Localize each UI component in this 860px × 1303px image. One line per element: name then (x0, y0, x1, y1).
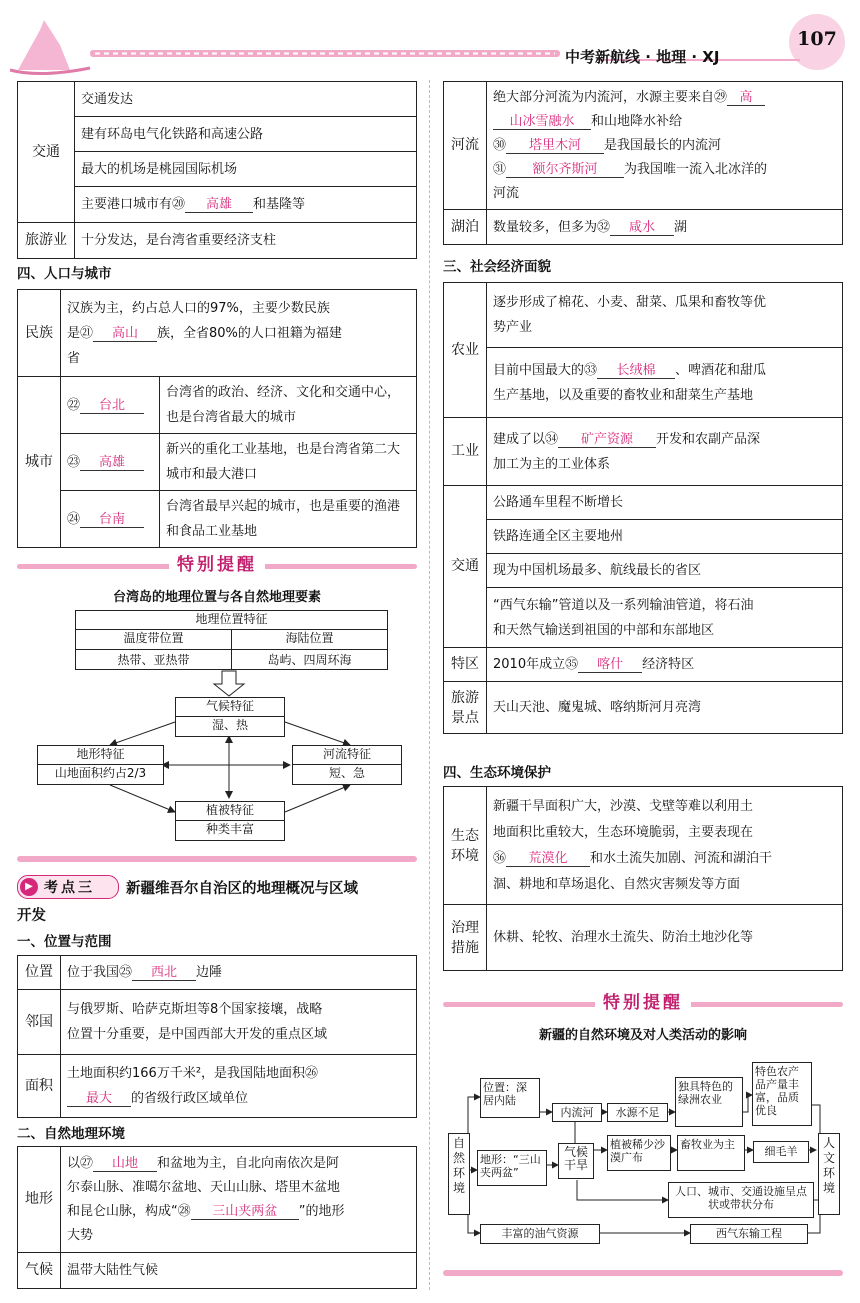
cell: 建成了以㉞ 矿产资源 开发和农副产品深 加工为主的工业体系 (487, 418, 843, 486)
row-header: 交通 (444, 486, 487, 648)
terrain-box: 地形特征 山地面积约占2/3 (37, 745, 164, 785)
cell: 现为中国机场最多、航线最长的省区 (487, 554, 843, 588)
row-header: 湖泊 (444, 210, 487, 245)
fine-wool-sheep-box: 细毛羊 (753, 1141, 809, 1163)
row-header: 工业 (444, 418, 487, 486)
answer-25: 西北 (132, 966, 196, 981)
cell: 汉族为主，约占总人口的97%，主要少数民族 是㉑ 高山 族，全省80%的人口祖籍为福建 省 (61, 290, 417, 377)
cell: 天山天池、魔鬼城、喀纳斯河月亮湾 (487, 682, 843, 734)
answer-26: 最大 (67, 1092, 131, 1107)
row-header: 生态 环境 (444, 787, 487, 905)
header-decoration (0, 0, 860, 80)
cell: “西气东输”管道以及一系列输油管道，将石油 和天然气输送到祖国的中部和东部地区 (487, 588, 843, 648)
answer-23: 高雄 (80, 456, 144, 471)
key-point-title-cont: 开发 (17, 908, 46, 924)
play-icon: ▶ (20, 878, 38, 896)
river-box: 河流特征 短、急 (292, 745, 402, 785)
cell: 休耕、轮牧、治理水土流失、防治土地沙化等 (487, 905, 843, 971)
oil-gas-box: 丰富的油气资源 (480, 1224, 600, 1244)
tip-banner: 特别提醒 (443, 989, 843, 1017)
specialty-products-box: 特色农产品产量丰富，品质优良 (752, 1062, 812, 1126)
divider (17, 856, 417, 862)
cell: 交通发达 (75, 82, 417, 117)
answer-35: 喀什 (578, 658, 642, 673)
answer-30: 塔里木河 (506, 139, 604, 154)
taiwan-transport-table (17, 81, 417, 259)
answer-29: 高 (727, 91, 765, 106)
sail-logo-icon (18, 20, 70, 70)
cell: 目前中国最大的㉝ 长绒棉 、啤酒花和甜瓜 生产基地，以及重要的畜牧业和甜菜生产基地 (487, 348, 843, 418)
answer-34: 矿产资源 (558, 433, 656, 448)
location-box: 位置：深居内陆 (480, 1078, 540, 1118)
cell: 以㉗ 山地 和盆地为主，自北向南依次是阿 尔泰山脉、准噶尔盆地、天山山脉、塔里木盆地 和昆仑山脉，构成“㉘ 三山夹两盆 ”的地形 大势 (61, 1147, 417, 1253)
answer-28: 三山夹两盆 (191, 1205, 299, 1220)
header-title: 中考新航线 · 地理 · XJ (565, 48, 720, 66)
west-east-gas-box: 西气东输工程 (690, 1224, 808, 1244)
answer-20: 高雄 (185, 198, 253, 213)
settlement-box: 人口、城市、交通设施呈点状或带状分布 (668, 1182, 814, 1218)
animal-husbandry-box: 畜牧业为主 (677, 1135, 745, 1171)
cell: 建有环岛电气化铁路和高速公路 (75, 117, 417, 152)
cell: ㉓ 高雄 (61, 434, 160, 491)
row-header: 地形 (18, 1147, 61, 1253)
cell: 数量较多，但多为㉜ 咸水 湖 (487, 210, 843, 245)
answer-29-cont: 山冰雪融水 (493, 115, 591, 130)
answer-27: 山地 (93, 1157, 157, 1172)
row-header: 特区 (444, 648, 487, 682)
inland-river-box: 内流河 (552, 1103, 602, 1122)
section-title: 四、生态环境保护 (443, 765, 551, 781)
section-title: 四、人口与城市 (17, 266, 112, 282)
oasis-agri-box: 独具特色的绿洲农业 (675, 1077, 743, 1127)
answer-32: 咸水 (610, 221, 674, 236)
cell: 与俄罗斯、哈萨克斯坦等8个国家接壤，战略 位置十分重要，是中国西部大开发的重点区域 (61, 990, 417, 1055)
row-header-tourism: 旅游业 (18, 223, 75, 259)
cell: 台湾省最早兴起的城市，也是重要的渔港和食品工业基地 (160, 491, 417, 548)
row-header: 旅游 景点 (444, 682, 487, 734)
vegetation-box: 植被特征 种类丰富 (175, 801, 285, 841)
answer-21: 高山 (93, 327, 157, 342)
row-header-ethnic: 民族 (18, 290, 61, 377)
answer-22: 台北 (80, 399, 144, 414)
answer-36: 荒漠化 (506, 852, 590, 867)
cell: 铁路连通全区主要地州 (487, 520, 843, 554)
diagram-title: 台湾岛的地理位置与各自然地理要素 (112, 590, 321, 605)
cell: 十分发达，是台湾省重要经济支柱 (75, 223, 417, 259)
climate-box: 气候特征 湿、热 (175, 697, 285, 737)
column-divider (429, 80, 430, 1290)
terrain-box: 地形：“三山夹两盆” (477, 1150, 547, 1186)
section-title: 一、位置与范围 (17, 934, 112, 950)
row-header-city: 城市 (18, 377, 61, 548)
cell: 台湾省的政治、经济、文化和交通中心，也是台湾省最大的城市 (160, 377, 417, 434)
row-header: 河流 (444, 82, 487, 210)
water-shortage-box: 水源不足 (607, 1103, 668, 1122)
answer-33: 长绒棉 (597, 364, 675, 379)
climate-box: 气候干旱 (558, 1143, 594, 1179)
xinjiang-water-table (443, 81, 843, 245)
xinjiang-nature-table (17, 1146, 417, 1289)
answer-24: 台南 (80, 513, 144, 528)
diagram-title: 新疆的自然环境及对人类活动的影响 (538, 1028, 747, 1043)
natural-env-box: 自然环境 (448, 1133, 470, 1215)
section-title: 二、自然地理环境 (17, 1126, 125, 1142)
xinjiang-location-table (17, 955, 417, 1118)
row-header: 农业 (444, 283, 487, 418)
row-header: 治理 措施 (444, 905, 487, 971)
ecology-table (443, 786, 843, 971)
tip-banner: 特别提醒 (17, 551, 417, 579)
row-header: 邻国 (18, 990, 61, 1055)
cell: 2010年成立㉟ 喀什 经济特区 (487, 648, 843, 682)
cell: ㉔ 台南 (61, 491, 160, 548)
cell: 新兴的重化工业基地，也是台湾省第二大城市和最大港口 (160, 434, 417, 491)
xinjiang-economy-table (443, 282, 843, 734)
row-header: 位置 (18, 956, 61, 990)
cell: 新疆干旱面积广大，沙漠、戈壁等难以利用土 地面积比重较大，生态环境脆弱，主要表现在 ㊱ 荒漠化 和水土流失加剧、河流和湖泊干 涸、耕地和草场退化、自然灾害频发等方面 (487, 787, 843, 905)
human-env-box: 人文环境 (818, 1133, 840, 1215)
answer-31: 额尔齐斯河 (506, 163, 624, 178)
cell: 主要港口城市有⑳ 高雄 和基隆等 (75, 187, 417, 223)
cell: 绝大部分河流为内流河，水源主要来自㉙ 高 山冰雪融水 和山地降水补给 ㉚ 塔里木河 是我国最长的内流河 ㉛ 额尔齐斯河 为我国唯一流入北冰洋的 河流 (487, 82, 843, 210)
sparse-vegetation-box: 植被稀少沙漠广布 (607, 1135, 671, 1171)
cell: 逐步形成了棉花、小麦、甜菜、瓜果和畜牧等优 势产业 (487, 283, 843, 348)
divider (443, 1270, 843, 1276)
section-title: 三、社会经济面貌 (443, 259, 551, 275)
cell: ㉒ 台北 (61, 377, 160, 434)
page-number: 107 (797, 28, 837, 50)
key-point-badge: ▶ 考点三 (17, 875, 119, 899)
key-point-title: 新疆维吾尔自治区的地理概况与区域 (126, 881, 358, 897)
population-table (17, 289, 417, 548)
cell: 温带大陆性气候 (61, 1253, 417, 1289)
cell: 土地面积约166万千米²，是我国陆地面积㉖ 最大 的省级行政区域单位 (61, 1055, 417, 1118)
cell: 最大的机场是桃园国际机场 (75, 152, 417, 187)
row-header: 面积 (18, 1055, 61, 1118)
geo-position-box: 地理位置特征 温度带位置 海陆位置 热带、亚热带 岛屿、四周环海 (75, 610, 388, 670)
row-header: 气候 (18, 1253, 61, 1289)
cell: 公路通车里程不断增长 (487, 486, 843, 520)
cell: 位于我国㉕ 西北 边陲 (61, 956, 417, 990)
row-header-transport: 交通 (18, 82, 75, 223)
